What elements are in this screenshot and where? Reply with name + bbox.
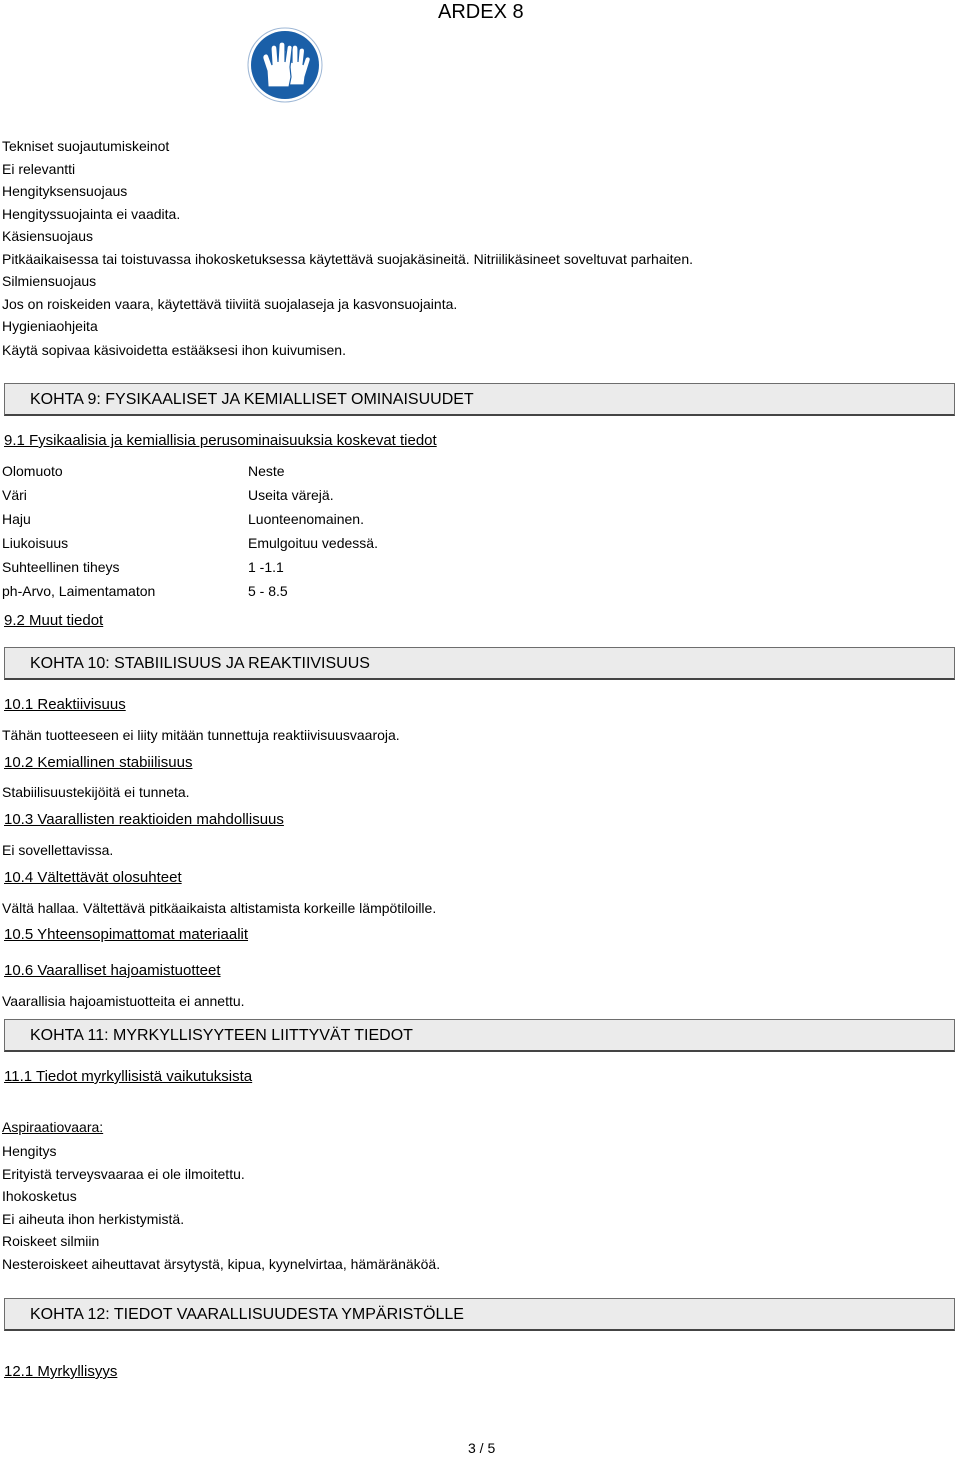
eye-protection-heading: Silmiensuojaus	[2, 273, 97, 289]
section-9-header	[4, 383, 955, 416]
property-label: Liukoisuus	[2, 535, 69, 551]
subsection-10-3: 10.3 Vaarallisten reaktioiden mahdollisuus	[4, 811, 284, 828]
respiratory-heading: Hengityksensuojaus	[2, 183, 128, 199]
decomposition-text: Vaarallisia hajoamistuotteita ei annettu.	[2, 993, 245, 1009]
property-value: Luonteenomainen.	[248, 511, 364, 527]
section-11-title: KOHTA 11: MYRKYLLISYYTEEN LIITTYVÄT TIEDOT	[30, 1027, 413, 1044]
hazardous-reactions-text: Ei sovellettavissa.	[2, 842, 114, 858]
subsection-10-4: 10.4 Vältettävät olosuhteet	[4, 869, 182, 886]
conditions-to-avoid-text: Vältä hallaa. Vältettävä pitkäaikaista altistamista korkeille lämpötiloille.	[2, 900, 437, 916]
property-value: 1 -1.1	[248, 559, 284, 575]
section-12-header	[4, 1298, 955, 1331]
property-label: Suhteellinen tiheys	[2, 559, 120, 575]
respiratory-text: Hengityssuojainta ei vaadita.	[2, 206, 181, 222]
eye-contact-heading: Roiskeet silmiin	[2, 1233, 100, 1249]
property-label: Haju	[2, 511, 31, 527]
property-value: 5 - 8.5	[248, 583, 288, 599]
section-10-title: KOHTA 10: STABIILISUUS JA REAKTIIVISUUS	[30, 655, 370, 672]
technical-controls-text: Ei relevantti	[2, 161, 76, 177]
inhalation-text: Erityistä terveysvaaraa ei ole ilmoitettu.	[2, 1166, 245, 1182]
eye-protection-text: Jos on roiskeiden vaara, käytettävä tiiviitä suojalaseja ja kasvonsuojainta.	[2, 296, 458, 312]
skin-contact-heading: Ihokosketus	[2, 1188, 77, 1204]
stability-text: Stabiilisuustekijöitä ei tunneta.	[2, 784, 190, 800]
inhalation-heading: Hengitys	[2, 1143, 57, 1159]
section-9-title: KOHTA 9: FYSIKAALISET JA KEMIALLISET OMINAISUUDET	[30, 391, 474, 408]
property-value: Neste	[248, 463, 285, 479]
technical-controls-heading: Tekniset suojautumiskeinot	[2, 138, 170, 154]
property-label: ph-Arvo, Laimentamaton	[2, 583, 156, 599]
subsection-10-2: 10.2 Kemiallinen stabiilisuus	[4, 754, 193, 771]
eye-contact-text: Nesteroiskeet aiheuttavat ärsytystä, kipua, kyynelvirtaa, hämäränäköä.	[2, 1256, 441, 1272]
section-10-header	[4, 647, 955, 680]
page-number: 3 / 5	[468, 1440, 496, 1456]
hygiene-text: Käytä sopivaa käsivoidetta estääksesi ihon kuivumisen.	[2, 342, 346, 358]
property-label: Väri	[2, 487, 27, 503]
property-value: Useita värejä.	[248, 487, 334, 503]
subsection-10-6: 10.6 Vaaralliset hajoamistuotteet	[4, 962, 221, 979]
subsection-11-1: 11.1 Tiedot myrkyllisistä vaikutuksista	[4, 1068, 253, 1085]
document-title: ARDEX 8	[438, 1, 524, 23]
aspiration-hazard-label: Aspiraatiovaara:	[2, 1119, 104, 1135]
section-11-header	[4, 1019, 955, 1052]
subsection-9-2: 9.2 Muut tiedot	[4, 612, 104, 629]
hygiene-heading: Hygieniaohjeita	[2, 318, 98, 334]
property-value: Emulgoituu vedessä.	[248, 535, 378, 551]
subsection-10-1: 10.1 Reaktiivisuus	[4, 696, 126, 713]
subsection-12-1: 12.1 Myrkyllisyys	[4, 1363, 118, 1380]
property-label: Olomuoto	[2, 463, 63, 479]
hand-protection-heading: Käsiensuojaus	[2, 228, 94, 244]
subsection-9-1: 9.1 Fysikaalisia ja kemiallisia perusominaisuuksia koskevat tiedot	[4, 432, 437, 449]
gloves-mandatory-icon	[247, 27, 323, 103]
hand-protection-text: Pitkäaikaisessa tai toistuvassa ihokosketuksessa käytettävä suojakäsineitä. Nitriilikäsineet soveltuvat parhaiten.	[2, 251, 694, 267]
skin-contact-text: Ei aiheuta ihon herkistymistä.	[2, 1211, 185, 1227]
reactivity-text: Tähän tuotteeseen ei liity mitään tunnettuja reaktiivisuusvaaroja.	[2, 727, 400, 743]
section-12-title: KOHTA 12: TIEDOT VAARALLISUUDESTA YMPÄRISTÖLLE	[30, 1306, 464, 1323]
subsection-10-5: 10.5 Yhteensopimattomat materiaalit	[4, 926, 249, 943]
